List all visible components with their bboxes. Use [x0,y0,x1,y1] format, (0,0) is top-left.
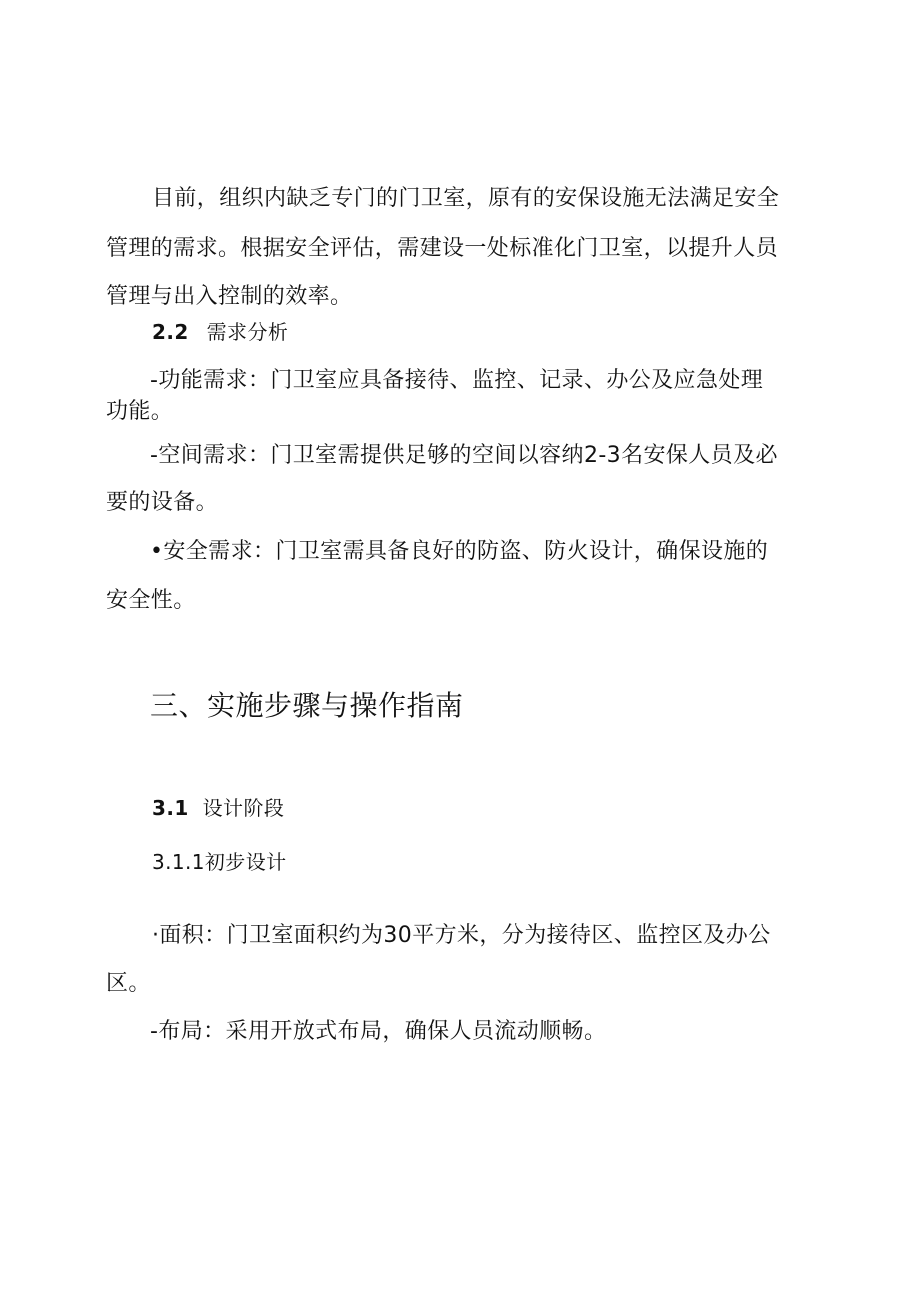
section-heading-2-2 [152,322,288,342]
list-item-line: 功能。 [106,399,174,424]
paragraph-line: 目前，组织内缺乏专门的门卫室，原有的安保设施无法满足安全 [152,186,780,211]
section-number: 3.1 [152,796,189,820]
section-number: 2.2 [152,320,189,344]
list-item-line: 区。 [106,971,151,996]
list-item-line: 要的设备。 [106,490,219,515]
paragraph-line: 管理的需求。根据安全评估，需建设一处标准化门卫室，以提升人员 [106,236,779,261]
paragraph-line: 管理与出入控制的效率。 [106,284,353,309]
list-item-line: -功能需求：门卫室应具备接待、监控、记录、办公及应急处理 [150,368,764,393]
chapter-heading-3: 三、实施步骤与操作指南 [150,689,464,722]
list-item-line: ·面积：门卫室面积约为30平方米，分为接待区、监控区及办公 [152,923,771,948]
list-item-line: 安全性。 [106,588,196,613]
section-title: 需求分析 [206,320,289,344]
section-heading-3-1-1: 3.1.1初步设计 [152,850,287,874]
section-title: 设计阶段 [202,796,285,820]
list-item-line: •安全需求：门卫室需具备良好的防盗、防火设计，确保设施的 [150,539,769,564]
list-item-line: -布局：采用开放式布局，确保人员流动顺畅。 [150,1019,607,1044]
list-item-line: -空间需求：门卫室需提供足够的空间以容纳2-3名安保人员及必 [150,443,778,468]
section-heading-3-1 [152,798,284,818]
